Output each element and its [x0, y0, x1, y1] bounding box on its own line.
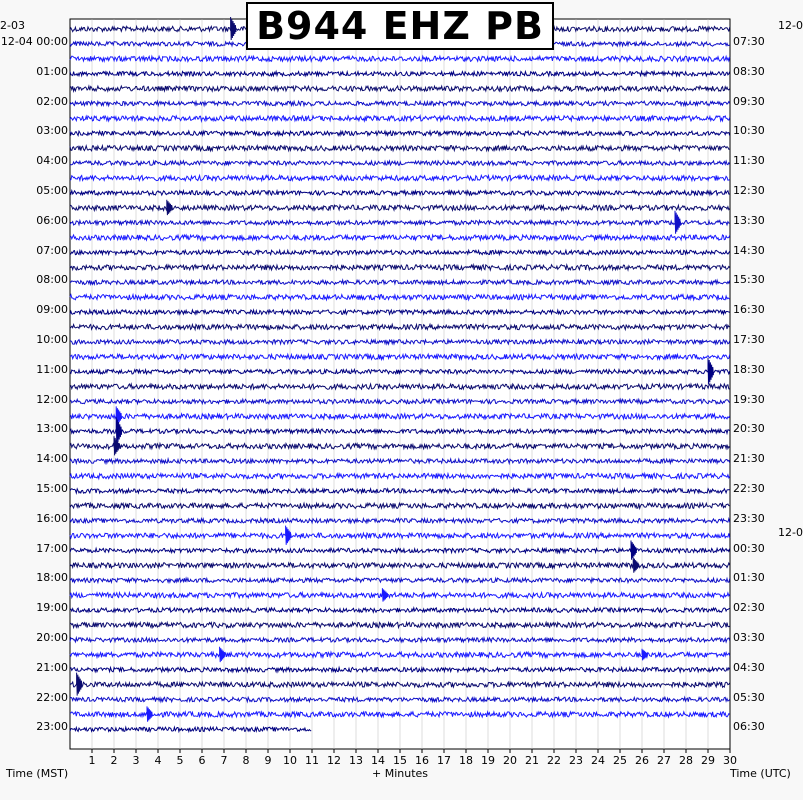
left-hour-label-6: 06:00 [36, 213, 68, 227]
left-hour-label-9: 09:00 [36, 303, 68, 317]
x-tick-label-5: 5 [176, 754, 184, 767]
x-tick-label-7: 7 [220, 754, 228, 767]
right-hour-label-0: 07:30 [733, 35, 765, 48]
x-tick-label-24: 24 [591, 754, 605, 767]
x-tick-label-19: 19 [481, 754, 495, 767]
x-tick-label-25: 25 [613, 754, 627, 767]
right-hour-label-20: 03:30 [733, 631, 765, 644]
left-hour-label-4: 04:00 [36, 154, 68, 168]
left-hour-label-22: 22:00 [36, 690, 68, 704]
left-hour-label-5: 05:00 [36, 184, 68, 197]
right-hour-label-17: 00:30 [733, 541, 765, 555]
left-hour-label-8: 08:00 [36, 273, 68, 287]
x-tick-label-10: 10 [283, 754, 297, 767]
right-hour-label-22: 05:30 [733, 690, 765, 704]
right-date-top: 12-0 [778, 19, 803, 32]
left-hour-label-13: 13:00 [36, 422, 68, 436]
right-hour-label-5: 12:30 [733, 184, 765, 197]
x-tick-label-2: 2 [110, 754, 118, 767]
right-hour-label-14: 21:30 [733, 452, 765, 466]
left-axis-title: Time (MST) [6, 767, 69, 780]
left-hour-label-15: 15:00 [36, 482, 68, 495]
right-hour-label-15: 22:30 [733, 482, 765, 495]
x-tick-label-29: 29 [701, 754, 715, 767]
x-tick-label-1: 1 [88, 754, 96, 767]
x-tick-label-16: 16 [415, 754, 429, 767]
right-hour-label-18: 01:30 [733, 571, 765, 585]
left-hour-label-7: 07:00 [36, 243, 68, 257]
right-hour-label-2: 09:30 [733, 94, 765, 108]
x-tick-label-4: 4 [154, 754, 162, 767]
x-tick-label-21: 21 [525, 754, 539, 767]
x-tick-label-9: 9 [264, 754, 272, 767]
x-tick-label-26: 26 [635, 754, 649, 767]
left-hour-label-1: 01:00 [36, 64, 68, 78]
left-hour-label-10: 10:00 [36, 333, 68, 346]
left-hour-label-16: 16:00 [36, 511, 68, 525]
x-tick-label-18: 18 [459, 754, 473, 767]
x-axis-label: + Minutes [372, 767, 429, 780]
right-hour-label-19: 02:30 [733, 601, 765, 615]
left-hour-label-19: 19:00 [36, 601, 68, 615]
x-tick-label-17: 17 [437, 754, 451, 767]
right-hour-label-13: 20:30 [733, 422, 765, 436]
x-tick-label-11: 11 [305, 754, 319, 767]
right-hour-label-4: 11:30 [733, 154, 765, 168]
left-hour-label-11: 11:00 [36, 362, 68, 376]
right-hour-label-21: 04:30 [733, 660, 765, 674]
left-hour-label-12: 12:00 [36, 392, 68, 406]
right-axis-title: Time (UTC) [730, 767, 791, 780]
left-hour-label-14: 14:00 [36, 452, 68, 466]
left-hour-label-20: 20:00 [36, 631, 68, 644]
left-date-top: 2-03 [0, 19, 25, 32]
right-hour-label-23: 06:30 [733, 720, 765, 734]
right-date-mid: 12-0 [778, 526, 803, 539]
x-axis-ticks [89, 749, 738, 767]
left-hour-label-0: 12-04 00:00 [0, 35, 68, 48]
x-tick-label-23: 23 [569, 754, 583, 767]
right-hour-label-12: 19:30 [733, 392, 765, 406]
left-hour-label-3: 03:00 [36, 124, 68, 138]
x-tick-label-28: 28 [679, 754, 693, 767]
left-hour-label-18: 18:00 [36, 571, 68, 585]
left-hour-label-21: 21:00 [36, 660, 68, 674]
x-tick-label-14: 14 [371, 754, 385, 767]
right-hour-label-9: 16:30 [733, 303, 765, 317]
x-tick-label-6: 6 [198, 754, 206, 767]
x-tick-label-20: 20 [503, 754, 517, 767]
x-tick-label-12: 12 [327, 754, 341, 767]
x-tick-label-30: 30 [723, 754, 737, 767]
x-tick-label-13: 13 [349, 754, 363, 767]
left-hour-label-2: 02:00 [36, 94, 68, 108]
right-hour-label-3: 10:30 [733, 124, 765, 138]
chart-title: B944 EHZ PB [246, 2, 554, 50]
right-hour-label-7: 14:30 [733, 243, 765, 257]
left-hour-label-23: 23:00 [36, 720, 68, 734]
x-tick-label-3: 3 [132, 754, 140, 767]
x-tick-label-22: 22 [547, 754, 561, 767]
right-hour-label-6: 13:30 [733, 213, 765, 227]
right-hour-label-1: 08:30 [733, 64, 765, 78]
x-tick-label-15: 15 [393, 754, 407, 767]
right-hour-label-16: 23:30 [733, 511, 765, 525]
left-hour-label-17: 17:00 [36, 541, 68, 555]
x-tick-label-27: 27 [657, 754, 671, 767]
right-hour-label-11: 18:30 [733, 362, 765, 376]
right-hour-label-10: 17:30 [733, 333, 765, 346]
x-tick-label-8: 8 [242, 754, 250, 767]
right-hour-label-8: 15:30 [733, 273, 765, 287]
